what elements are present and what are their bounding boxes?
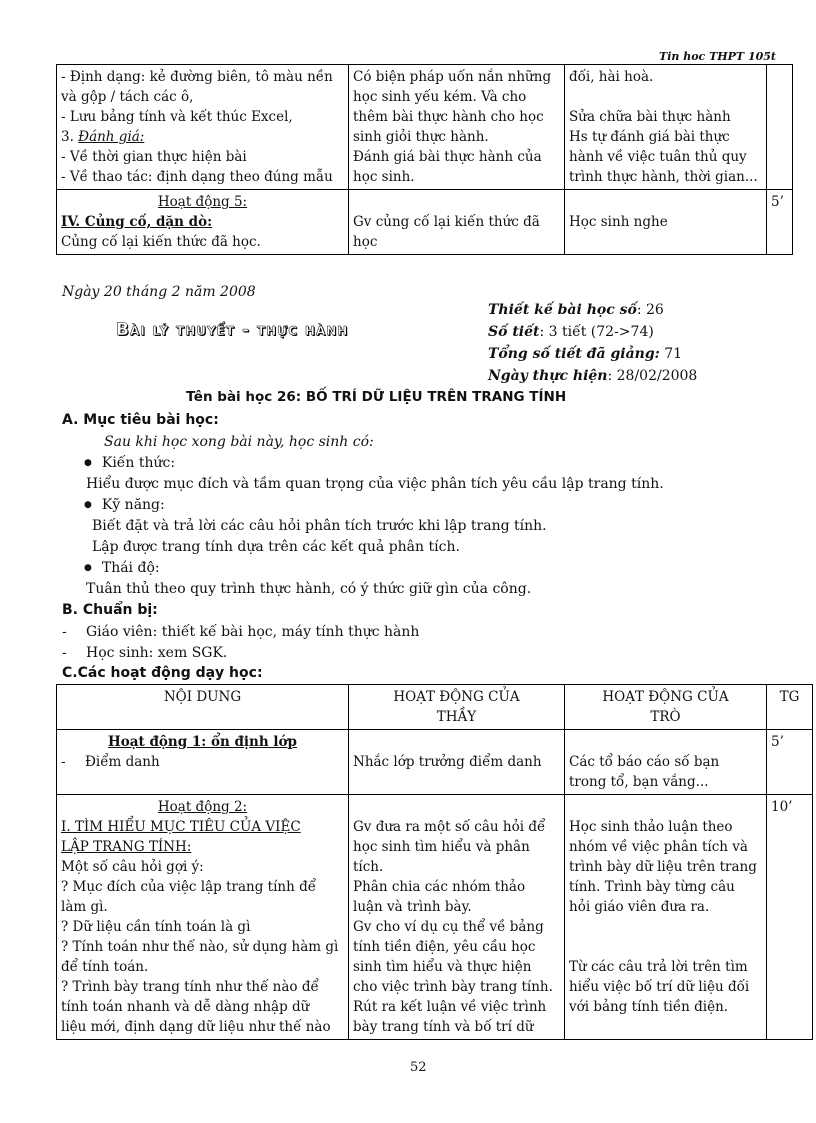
student-line: hiểu việc bố trí dữ liệu đối xyxy=(569,979,750,995)
content-line: liệu mới, định dạng dữ liệu như thế nào xyxy=(61,1019,331,1035)
teacher-line: sinh tìm hiểu và thực hiện xyxy=(353,959,532,975)
teacher-cell xyxy=(349,795,565,1040)
section-heading: IV. Củng cố, dặn dò: xyxy=(61,214,213,230)
student-line: với bảng tính tiền điện. xyxy=(569,999,729,1015)
section-c-title: C.Các hoạt động dạy học: xyxy=(62,665,263,681)
list-item-text: Học sinh: xem SGK. xyxy=(86,645,228,661)
meta-value: 71 xyxy=(659,346,683,362)
content-line: ? Trình bày trang tính như thế nào để xyxy=(61,979,319,995)
content-line: ? Mục đích của việc lập trang tính để xyxy=(61,879,317,895)
teacher-line: Gv đưa ra một số câu hỏi để xyxy=(353,819,546,835)
teacher-line: Có biện pháp uốn nắn những xyxy=(353,69,552,85)
content-line: và gộp / tách các ô, xyxy=(61,89,194,105)
list-item: - Giáo viên: thiết kế bài học, máy tính thực hành xyxy=(62,624,420,640)
section-a-intro: Sau khi học xong bài này, học sinh có: xyxy=(104,434,374,450)
time-cell xyxy=(767,795,813,1040)
student-line: trong tổ, bạn vắng... xyxy=(569,774,709,790)
attitude-label: ● Thái độ: xyxy=(84,560,160,576)
student-line: tính. Trình bày từng câu xyxy=(569,879,735,895)
section-heading: LẬP TRANG TÍNH: xyxy=(61,839,192,855)
student-line: đối, hài hoà. xyxy=(569,69,654,85)
date-line: Ngày 20 tháng 2 năm 2008 xyxy=(62,284,256,300)
list-item-text: Giáo viên: thiết kế bài học, máy tính thực hành xyxy=(86,624,420,640)
header-label: THẦY xyxy=(436,709,477,725)
teacher-line: Đánh giá bài thực hành của xyxy=(353,149,542,165)
table-row xyxy=(57,190,793,255)
meta-label: Thiết kế bài học số xyxy=(488,302,637,318)
teacher-cell xyxy=(349,190,565,255)
student-line: Học sinh thảo luận theo xyxy=(569,819,733,835)
skills-text-1: Biết đặt và trả lời các câu hỏi phân tích trước khi lập trang tính. xyxy=(92,518,547,534)
meta-value: : 28/02/2008 xyxy=(607,368,698,384)
activity-title: Hoạt động 5: xyxy=(157,194,248,210)
meta-label: Số tiết xyxy=(488,324,540,340)
content-line: Củng cố lại kiến thức đã học. xyxy=(61,234,261,250)
list-item: - Học sinh: xem SGK. xyxy=(62,645,228,661)
header-time xyxy=(767,685,813,730)
student-line: Các tổ báo cáo số bạn xyxy=(569,754,720,770)
meta-label: Tổng số tiết đã giảng: xyxy=(488,346,660,362)
content-line: - Định dạng: kẻ đường biên, tô màu nền xyxy=(61,69,333,85)
activity-title: Hoạt động 1: ổn định lớp xyxy=(108,734,297,750)
content-line: làm gì. xyxy=(61,899,108,915)
meta-taught xyxy=(488,346,682,362)
time-cell xyxy=(767,730,813,795)
student-line xyxy=(569,87,762,107)
table-row xyxy=(57,795,813,1040)
content-line: tính toán nhanh và dễ dàng nhập dữ xyxy=(61,999,310,1015)
content-line: - Lưu bảng tính và kết thúc Excel, xyxy=(61,109,293,125)
time-value: 5’ xyxy=(771,194,784,210)
skills-label: ● Kỹ năng: xyxy=(84,497,165,513)
evaluation-heading xyxy=(61,127,344,147)
student-line: nhóm về việc phân tích và xyxy=(569,839,748,855)
student-line: trình thực hành, thời gian... xyxy=(569,169,758,185)
student-line: hỏi giáo viên đưa ra. xyxy=(569,899,710,915)
teacher-cell xyxy=(349,730,565,795)
teacher-line: học sinh. xyxy=(353,169,415,185)
time-cell xyxy=(767,190,793,255)
content-line: - Về thao tác: định dạng theo đúng mẫu xyxy=(61,169,333,185)
meta-design xyxy=(488,302,664,318)
student-line: hành về việc tuân thủ quy xyxy=(569,149,747,165)
header-teacher xyxy=(349,685,565,730)
evaluation-label: Đánh giá: xyxy=(78,129,145,145)
header-label: TRÒ xyxy=(650,709,681,725)
table-row xyxy=(57,65,793,190)
teacher-line: Rút ra kết luận về việc trình xyxy=(353,999,547,1015)
header-label: TG xyxy=(779,689,800,705)
teacher-line: Gv cho ví dụ cụ thể về bảng xyxy=(353,919,544,935)
student-line: Từ các câu trả lời trên tìm xyxy=(569,959,748,975)
meta-value: : 26 xyxy=(636,302,664,318)
content-cell xyxy=(57,795,349,1040)
section-heading: I. TÌM HIỂU MỤC TIÊU CỦA VIỆC xyxy=(61,819,301,835)
teacher-line: học sinh tìm hiểu và phân xyxy=(353,839,530,855)
teacher-line: cho việc trình bày trang tính. xyxy=(353,979,553,995)
teacher-line: học xyxy=(353,234,378,250)
teacher-line: tính tiền điện, yêu cầu học xyxy=(353,939,536,955)
lesson-name: Tên bài học 26: BỐ TRÍ DỮ LIỆU TRÊN TRANG TÍNH xyxy=(186,389,567,405)
section-b-title: B. Chuẩn bị: xyxy=(62,602,158,618)
time-value: 10’ xyxy=(771,799,793,815)
teacher-line: thêm bài thực hành cho học xyxy=(353,109,544,125)
table-header-row xyxy=(57,685,813,730)
top-lesson-table xyxy=(56,64,793,255)
content-line: để tính toán. xyxy=(61,959,149,975)
student-line: Hs tự đánh giá bài thực xyxy=(569,129,730,145)
teacher-line: sinh giỏi thực hành. xyxy=(353,129,489,145)
content-line: Một số câu hỏi gợi ý: xyxy=(61,859,204,875)
teacher-cell xyxy=(349,65,565,190)
activities-table xyxy=(56,684,813,1040)
content-line: - Về thời gian thực hiện bài xyxy=(61,149,247,165)
meta-label: Ngày thực hiện xyxy=(488,368,608,384)
student-cell xyxy=(565,65,767,190)
time-cell xyxy=(767,65,793,190)
header-student xyxy=(565,685,767,730)
teacher-line: luận và trình bày. xyxy=(353,899,472,915)
student-cell xyxy=(565,190,767,255)
teacher-line: Gv củng cố lại kiến thức đã xyxy=(353,214,540,230)
knowledge-label: ● Kiến thức: xyxy=(84,455,175,471)
page-number: 52 xyxy=(410,1060,427,1075)
teacher-line: Nhắc lớp trưởng điểm danh xyxy=(353,754,542,770)
content-cell xyxy=(57,730,349,795)
header-label: HOẠT ĐỘNG CỦA xyxy=(393,689,520,705)
meta-date xyxy=(488,368,697,384)
teacher-line: bày trang tính và bố trí dữ xyxy=(353,1019,534,1035)
header-content xyxy=(57,685,349,730)
student-line: Học sinh nghe xyxy=(569,214,668,230)
student-line: Sửa chữa bài thực hành xyxy=(569,109,731,125)
lesson-type-title: Bài lý thuyết - thực hành xyxy=(116,320,349,340)
student-line: trình bày dữ liệu trên trang xyxy=(569,859,757,875)
content-line: ? Dữ liệu cần tính toán là gì xyxy=(61,919,251,935)
content-cell xyxy=(57,65,349,190)
student-cell xyxy=(565,730,767,795)
meta-value: : 3 tiết (72->74) xyxy=(539,324,654,340)
running-head: Tin hoc THPT 105t xyxy=(659,50,776,63)
meta-periods xyxy=(488,324,654,340)
teacher-line: tích. xyxy=(353,859,384,875)
activity-title: Hoạt động 2: xyxy=(157,799,248,815)
teacher-line: học sinh yếu kém. Và cho xyxy=(353,89,527,105)
header-label: NỘI DUNG xyxy=(163,689,242,705)
evaluation-number: 3. xyxy=(61,129,79,145)
content-line: - Điểm danh xyxy=(61,754,160,770)
time-value: 5’ xyxy=(771,734,784,750)
content-text: Điểm danh xyxy=(85,754,160,770)
section-a-title: A. Mục tiêu bài học: xyxy=(62,412,219,428)
content-line: ? Tính toán như thế nào, sử dụng hàm gì xyxy=(61,939,339,955)
attitude-text: Tuân thủ theo quy trình thực hành, có ý thức giữ gìn của công. xyxy=(86,581,532,597)
teacher-line: Phân chia các nhóm thảo xyxy=(353,879,526,895)
table-row xyxy=(57,730,813,795)
content-cell xyxy=(57,190,349,255)
knowledge-text: Hiểu được mục đích và tầm quan trọng của việc phân tích yêu cầu lập trang tính. xyxy=(86,476,664,492)
student-cell xyxy=(565,795,767,1040)
header-label: HOẠT ĐỘNG CỦA xyxy=(602,689,729,705)
skills-text-2: Lập được trang tính dựa trên các kết quả phân tích. xyxy=(92,539,460,555)
